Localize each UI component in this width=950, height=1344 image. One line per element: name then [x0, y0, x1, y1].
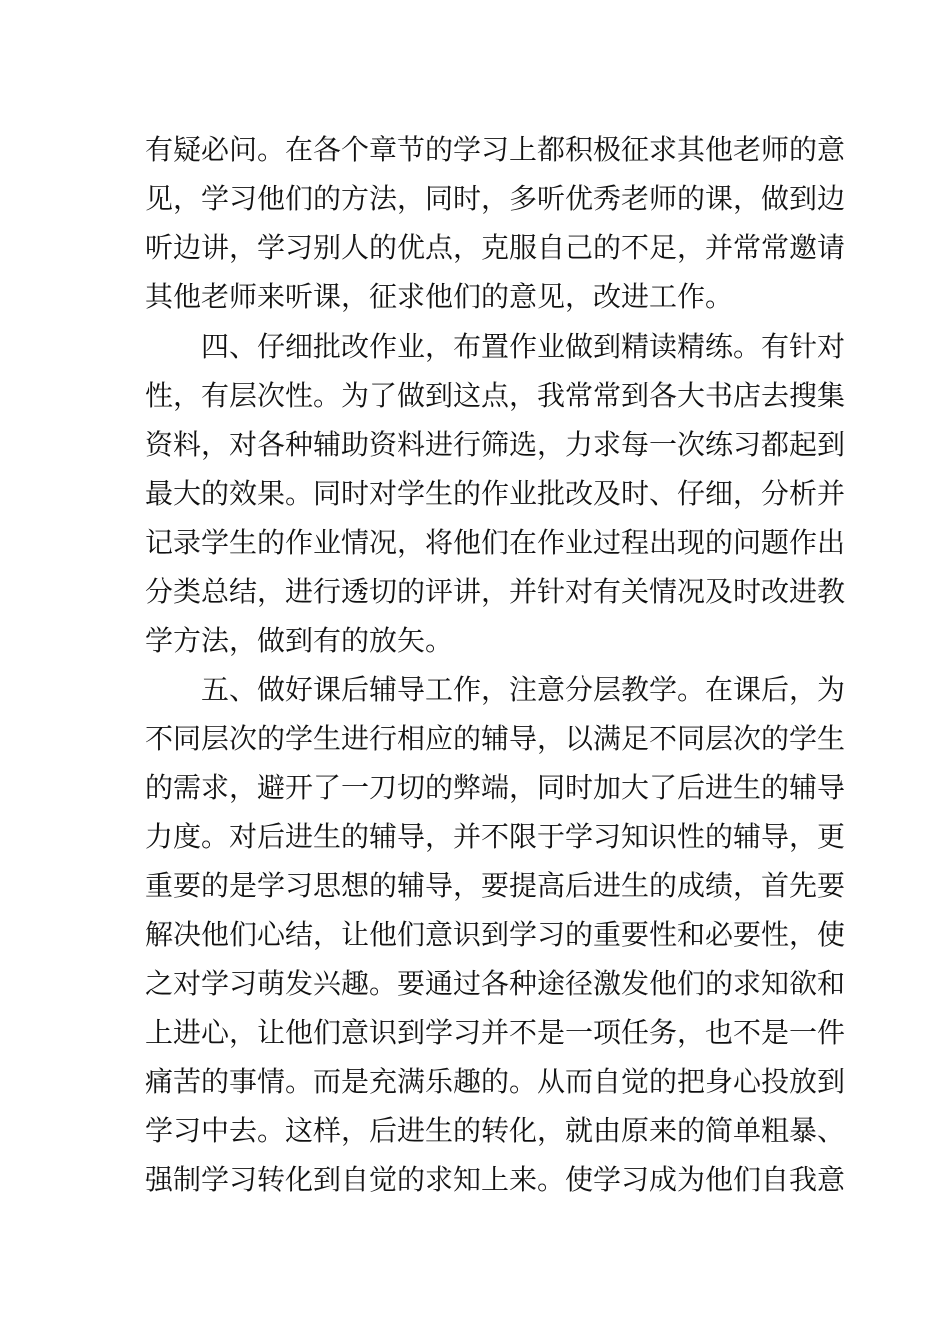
paragraph-2-line-4: 最大的效果。同时对学生的作业批改及时、仔细，分析并: [145, 477, 846, 510]
paragraph-3-line-3: 的需求，避开了一刀切的弊端，同时加大了后进生的辅导: [145, 771, 846, 804]
paragraph-3-line-2: 不同层次的学生进行相应的辅导，以满足不同层次的学生: [145, 722, 846, 755]
paragraph-3-line-7: 之对学习萌发兴趣。要通过各种途径激发他们的求知欲和: [145, 967, 846, 1000]
paragraph-3-line-11: 强制学习转化到自觉的求知上来。使学习成为他们自我意: [145, 1163, 846, 1196]
paragraph-2-line-5: 记录学生的作业情况，将他们在作业过程出现的问题作出: [145, 526, 846, 559]
paragraph-3-line-4: 力度。对后进生的辅导，并不限于学习知识性的辅导，更: [145, 820, 846, 853]
paragraph-2-line-1: 四、仔细批改作业，布置作业做到精读精练。有针对: [201, 330, 846, 363]
paragraph-3-line-10: 学习中去。这样，后进生的转化，就由原来的简单粗暴、: [145, 1114, 846, 1147]
paragraph-1-line-4: 其他老师来听课，征求他们的意见，改进工作。: [145, 280, 734, 313]
paragraph-2-line-2: 性，有层次性。为了做到这点，我常常到各大书店去搜集: [145, 379, 846, 412]
paragraph-2-line-6: 分类总结，进行透切的评讲，并针对有关情况及时改进教: [145, 575, 846, 608]
paragraph-2-line-7: 学方法，做到有的放矢。: [145, 624, 454, 657]
paragraph-1-line-2: 见，学习他们的方法，同时，多听优秀老师的课，做到边: [145, 182, 846, 215]
paragraph-1-line-1: 有疑必问。在各个章节的学习上都积极征求其他老师的意: [145, 133, 846, 166]
paragraph-1-line-3: 听边讲，学习别人的优点，克服自己的不足，并常常邀请: [145, 231, 846, 264]
paragraph-3-line-9: 痛苦的事情。而是充满乐趣的。从而自觉的把身心投放到: [145, 1065, 846, 1098]
paragraph-2-line-3: 资料，对各种辅助资料进行筛选，力求每一次练习都起到: [145, 428, 846, 461]
paragraph-3-line-5: 重要的是学习思想的辅导，要提高后进生的成绩，首先要: [145, 869, 846, 902]
paragraph-3-line-6: 解决他们心结，让他们意识到学习的重要性和必要性，使: [145, 918, 846, 951]
paragraph-3-line-8: 上进心，让他们意识到学习并不是一项任务，也不是一件: [145, 1016, 846, 1049]
paragraph-3-line-1: 五、做好课后辅导工作，注意分层教学。在课后，为: [201, 673, 846, 706]
